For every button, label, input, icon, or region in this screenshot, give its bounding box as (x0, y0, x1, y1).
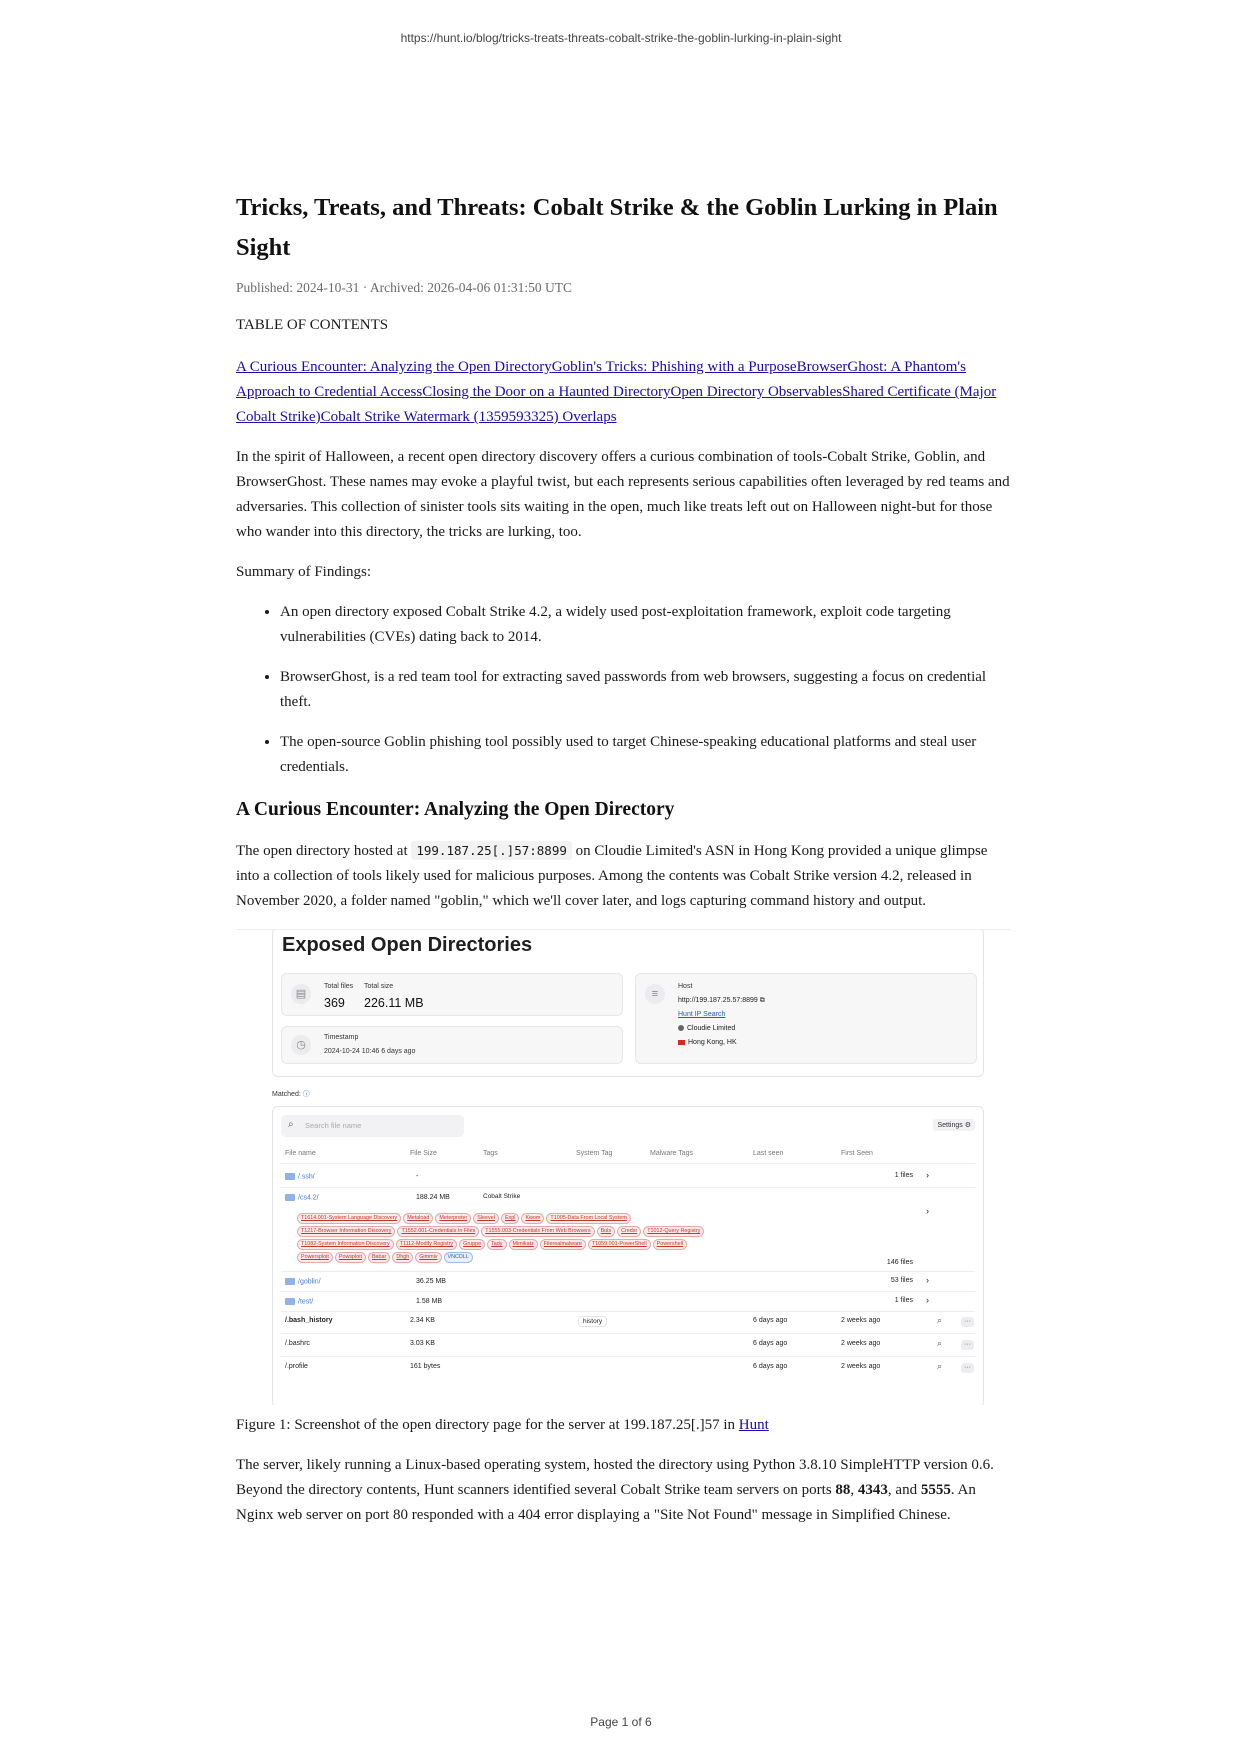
matched-text: Matched: (272, 1091, 301, 1098)
help-icon[interactable]: ⓘ (302, 1091, 310, 1098)
malware-tag[interactable]: Babar (368, 1252, 390, 1263)
row-last-seen: 6 days ago (753, 1340, 788, 1347)
text-run: on Cloudie Limited's ASN in Hong Kong provided a unique glimpse into a collection of tools likely used for malicious purposes. Among the contents was Cobalt Strike version 4.2, released in November 2020, a folder named "goblin," which we'll cover later, and logs capturing command history and output. (236, 843, 988, 909)
page-number: Page 1 of 6 (590, 1715, 652, 1729)
section-heading-curious-encounter: A Curious Encounter: Analyzing the Open Directory (236, 799, 675, 820)
malware-tag[interactable]: Gimmiv (415, 1252, 441, 1263)
finding-item: • The open-source Goblin phishing tool possibly used to target Chinese-speaking educational platforms and steal user credentials. (280, 730, 1011, 780)
search-icon[interactable]: ⌕ (937, 1338, 943, 1348)
chevron-right-icon[interactable]: › (926, 1275, 929, 1285)
article-meta: Published: 2024-10-31 · Archived: 2026-04-06 01:31:50 UTC (236, 280, 572, 295)
table-row-cs42[interactable] (285, 1194, 319, 1201)
hunt-ip-search-link[interactable]: Hunt IP Search (678, 1011, 726, 1018)
toc-link-shared-certificate[interactable]: Shared Certificate (Major Cobalt Strike) (236, 384, 997, 425)
malware-tag[interactable]: Sleevel (473, 1213, 499, 1224)
col-malware-tags: Malware Tags (650, 1150, 694, 1157)
text-run: , and (887, 1482, 921, 1498)
malware-tag-row (297, 1245, 475, 1263)
total-size-label: Total size (364, 983, 394, 990)
port-5555: 5555 (920, 1482, 951, 1498)
page-url-header: https://hunt.io/blog/tricks-treats-threats-cobalt-strike-the-goblin-lurking-in-plain-sight (400, 31, 842, 45)
port-88: 88 (835, 1482, 851, 1498)
row-first-seen: 2 weeks ago (841, 1317, 881, 1324)
row-size: 188.24 MB (416, 1194, 450, 1201)
malware-tag[interactable]: Metaload (403, 1213, 433, 1224)
timestamp-label: Timestamp (324, 1034, 359, 1041)
section1-paragraph-2 (236, 1453, 1011, 1528)
divider (281, 1271, 975, 1272)
host-label: Host (678, 983, 693, 990)
database-icon: ≡ (645, 984, 665, 1004)
malware-tag[interactable]: Gruppe (459, 1239, 485, 1250)
divider (281, 1187, 975, 1188)
more-icon[interactable]: ··· (961, 1317, 974, 1327)
malware-tag[interactable]: Powershell (653, 1239, 687, 1250)
more-icon[interactable]: ··· (961, 1363, 974, 1373)
summary-card (272, 929, 984, 1077)
text-run: The server, likely running a Linux-based operating system, hosted the directory using Python 3.8.10 SimpleHTTP version 0.6. Beyond the directory contents, Hunt scanners identified several Cobalt Strike team servers on ports (236, 1457, 994, 1498)
malware-tag[interactable]: T1552.001-Credentials In Files (397, 1226, 479, 1237)
toc-link-browserghost[interactable]: BrowserGhost: A Phantom's Approach to Credential Access (236, 359, 966, 400)
row-size: 1.58 MB (416, 1298, 443, 1305)
timestamp-panel (281, 1026, 623, 1064)
org-icon (678, 1025, 684, 1031)
toc-heading: TABLE OF CONTENTS (236, 317, 389, 333)
malware-tag[interactable]: Filerealmalware (540, 1239, 586, 1250)
toc-link-curious-encounter[interactable]: A Curious Encounter: Analyzing the Open Directory (236, 359, 552, 375)
malware-tag[interactable]: Powersploit (297, 1252, 333, 1263)
toc-link-goblins-tricks[interactable]: Goblin's Tricks: Phishing with a Purpose (551, 359, 797, 375)
divider (281, 1356, 975, 1357)
row-file-count: 1 files (894, 1172, 913, 1179)
row-name: /cs4.2/ (298, 1194, 319, 1202)
location-text: Hong Kong, HK (688, 1039, 737, 1046)
malware-tag[interactable]: Expl (501, 1213, 520, 1224)
org-name: Cloudie Limited (687, 1025, 736, 1032)
malware-tag[interactable]: T1082-System Information Discovery (297, 1239, 394, 1250)
text-run: , (850, 1482, 858, 1498)
row-file-count: 1 files (894, 1297, 913, 1304)
malware-tag[interactable]: T1005-Data From Local System (546, 1213, 630, 1224)
malware-tag[interactable]: T1614.001-System Language Discovery (297, 1213, 401, 1224)
row-size: 2.34 KB (410, 1317, 435, 1324)
row-name: /test/ (298, 1298, 314, 1306)
intro-paragraph: In the spirit of Halloween, a recent open directory discovery offers a curious combination of tools-Cobalt Strike, Goblin, and BrowserGhost. These names may evoke a playful twist, but each represents serious capabilities often leveraged by red teams and adversaries. This collection of sinister tools sits waiting in the open, much like treats left out on Halloween night-but for those who wander into this directory, the tricks are lurking, too. (236, 449, 1010, 540)
malware-tag[interactable]: Credsr (617, 1226, 641, 1237)
divider (281, 1163, 975, 1164)
total-files-label: Total files (324, 983, 354, 990)
folder-icon (285, 1298, 295, 1305)
toc-link-watermark[interactable]: Cobalt Strike Watermark (1359593325) Overlaps (320, 409, 617, 425)
row-name: /.ssh/ (298, 1173, 315, 1181)
timestamp-value: 2024-10-24 10:46 6 days ago (324, 1048, 416, 1055)
malware-tag[interactable]: T1112-Modify Registry (396, 1239, 457, 1250)
malware-tag[interactable]: Dhgh (392, 1252, 413, 1263)
table-row-ssh[interactable] (285, 1173, 315, 1180)
row-last-seen: 6 days ago (753, 1317, 788, 1324)
col-tags: Tags (483, 1150, 498, 1157)
file-icon: ▤ (291, 984, 311, 1004)
row-tag: Cobalt Strike (483, 1193, 521, 1200)
malware-tag[interactable]: T1217-Browser Information Discovery (297, 1226, 395, 1237)
findings-list (236, 600, 1011, 780)
table-row-profile[interactable]: /.profile (285, 1363, 308, 1370)
col-file-name: File name (285, 1150, 316, 1157)
finding-item: • An open directory exposed Cobalt Strike 4.2, a widely used post-exploitation framework, exploit code targeting vulnerabilities (CVEs) dating back to 2014. (280, 600, 1011, 650)
col-file-size: File Size (410, 1150, 437, 1157)
figure-caption (236, 1413, 1011, 1438)
total-files-value: 369 (324, 996, 345, 1010)
chevron-right-icon[interactable]: › (926, 1295, 929, 1305)
row-first-seen: 2 weeks ago (841, 1363, 881, 1370)
row-size: 161 bytes (410, 1363, 441, 1370)
folder-icon (285, 1194, 295, 1201)
copy-icon[interactable]: ⧉ (759, 997, 765, 1004)
col-first-seen: First Seen (841, 1150, 873, 1157)
caption-text: Figure 1: Screenshot of the open directory page for the server at 199.187.25[.]57 in (236, 1417, 739, 1433)
flag-icon (678, 1040, 685, 1045)
row-file-count: 146 files (886, 1259, 913, 1266)
toc-link-closing-door[interactable]: Closing the Door on a Haunted Directory (422, 384, 671, 400)
row-size: 3.03 KB (410, 1340, 435, 1347)
article-title: Tricks, Treats, and Threats: Cobalt Strike & the Goblin Lurking in Plain Sight (236, 194, 998, 261)
table-row-test[interactable] (285, 1298, 313, 1305)
table-row-goblin[interactable] (285, 1278, 321, 1285)
row-size: - (416, 1173, 419, 1180)
malware-tag[interactable]: Meterpreter (435, 1213, 471, 1224)
finding-item: • BrowserGhost, is a red team tool for extracting saved passwords from web browsers, suggesting a focus on credential theft. (280, 665, 1011, 715)
summary-label: Summary of Findings: (236, 564, 372, 580)
malware-tag[interactable]: T1059.001-PowerShell (588, 1239, 651, 1250)
clock-icon: ◷ (291, 1035, 311, 1055)
org-line (678, 1025, 735, 1032)
row-name: /goblin/ (298, 1278, 321, 1286)
col-system-tag: System Tag (576, 1150, 613, 1157)
malware-tag[interactable]: T1012-Query Registry (643, 1226, 704, 1237)
row-file-count: 53 files (890, 1277, 913, 1284)
search-input[interactable] (281, 1115, 464, 1137)
text-run: The open directory hosted at (236, 843, 412, 859)
figure-title: Exposed Open Directories (282, 934, 533, 956)
totals-panel (281, 973, 623, 1016)
malware-tag[interactable]: Powsploit (335, 1252, 366, 1263)
search-placeholder: Search file name (305, 1121, 362, 1130)
file-table-card (272, 1106, 984, 1405)
search-icon: ⌕ (288, 1119, 294, 1130)
row-last-seen: 6 days ago (753, 1363, 788, 1370)
folder-icon (285, 1278, 295, 1285)
total-size-value: 226.11 MB (364, 996, 424, 1010)
malware-tag[interactable]: Kwom (521, 1213, 544, 1224)
malware-tag[interactable]: Tady (487, 1239, 506, 1250)
col-last-seen: Last seen (753, 1150, 784, 1157)
settings-button[interactable]: Settings ⚙ (933, 1119, 975, 1131)
malware-tag[interactable]: Buls (597, 1226, 616, 1237)
hunt-link[interactable]: Hunt (738, 1417, 769, 1433)
divider (281, 1311, 975, 1312)
host-url (678, 997, 765, 1005)
chevron-right-icon[interactable]: › (926, 1206, 929, 1216)
text-run: . An Nginx web server on port 80 responded with a 404 error displaying a "Site Not Found" message in Simplified Chinese. (236, 1482, 976, 1523)
table-row-bashrc[interactable]: /.bashrc (285, 1340, 310, 1347)
system-tag: history (578, 1316, 607, 1327)
table-row-bash-history[interactable]: /.bash_history (285, 1317, 333, 1324)
search-icon[interactable]: ⌕ (937, 1361, 943, 1371)
row-first-seen: 2 weeks ago (841, 1340, 881, 1347)
matched-label (272, 1089, 310, 1099)
more-icon[interactable]: ··· (961, 1340, 974, 1350)
folder-icon (285, 1173, 295, 1180)
article (236, 188, 1011, 1543)
divider (281, 1291, 975, 1292)
malware-tag[interactable]: T1555.003-Credentials From Web Browsers (481, 1226, 594, 1237)
toc-link-observables[interactable]: Open Directory Observables (670, 384, 843, 400)
port-4343: 4343 (857, 1482, 888, 1498)
table-of-contents (236, 355, 1011, 430)
chevron-right-icon[interactable]: › (926, 1170, 929, 1180)
host-panel (635, 973, 977, 1064)
section1-paragraph-1 (236, 838, 1011, 914)
malware-tag-vncdll[interactable]: VNCDLL (444, 1252, 473, 1263)
divider (281, 1333, 975, 1334)
search-icon[interactable]: ⌕ (937, 1315, 943, 1325)
location-line (678, 1039, 737, 1046)
host-url-text: http://199.187.25.57:8899 (678, 997, 758, 1004)
figure-open-directory-screenshot (236, 929, 1011, 1405)
row-size: 36.25 MB (416, 1278, 446, 1285)
malware-tag[interactable]: Mimikatz (509, 1239, 538, 1250)
ip-code: 199.187.25[.]57:8899 (411, 841, 572, 860)
